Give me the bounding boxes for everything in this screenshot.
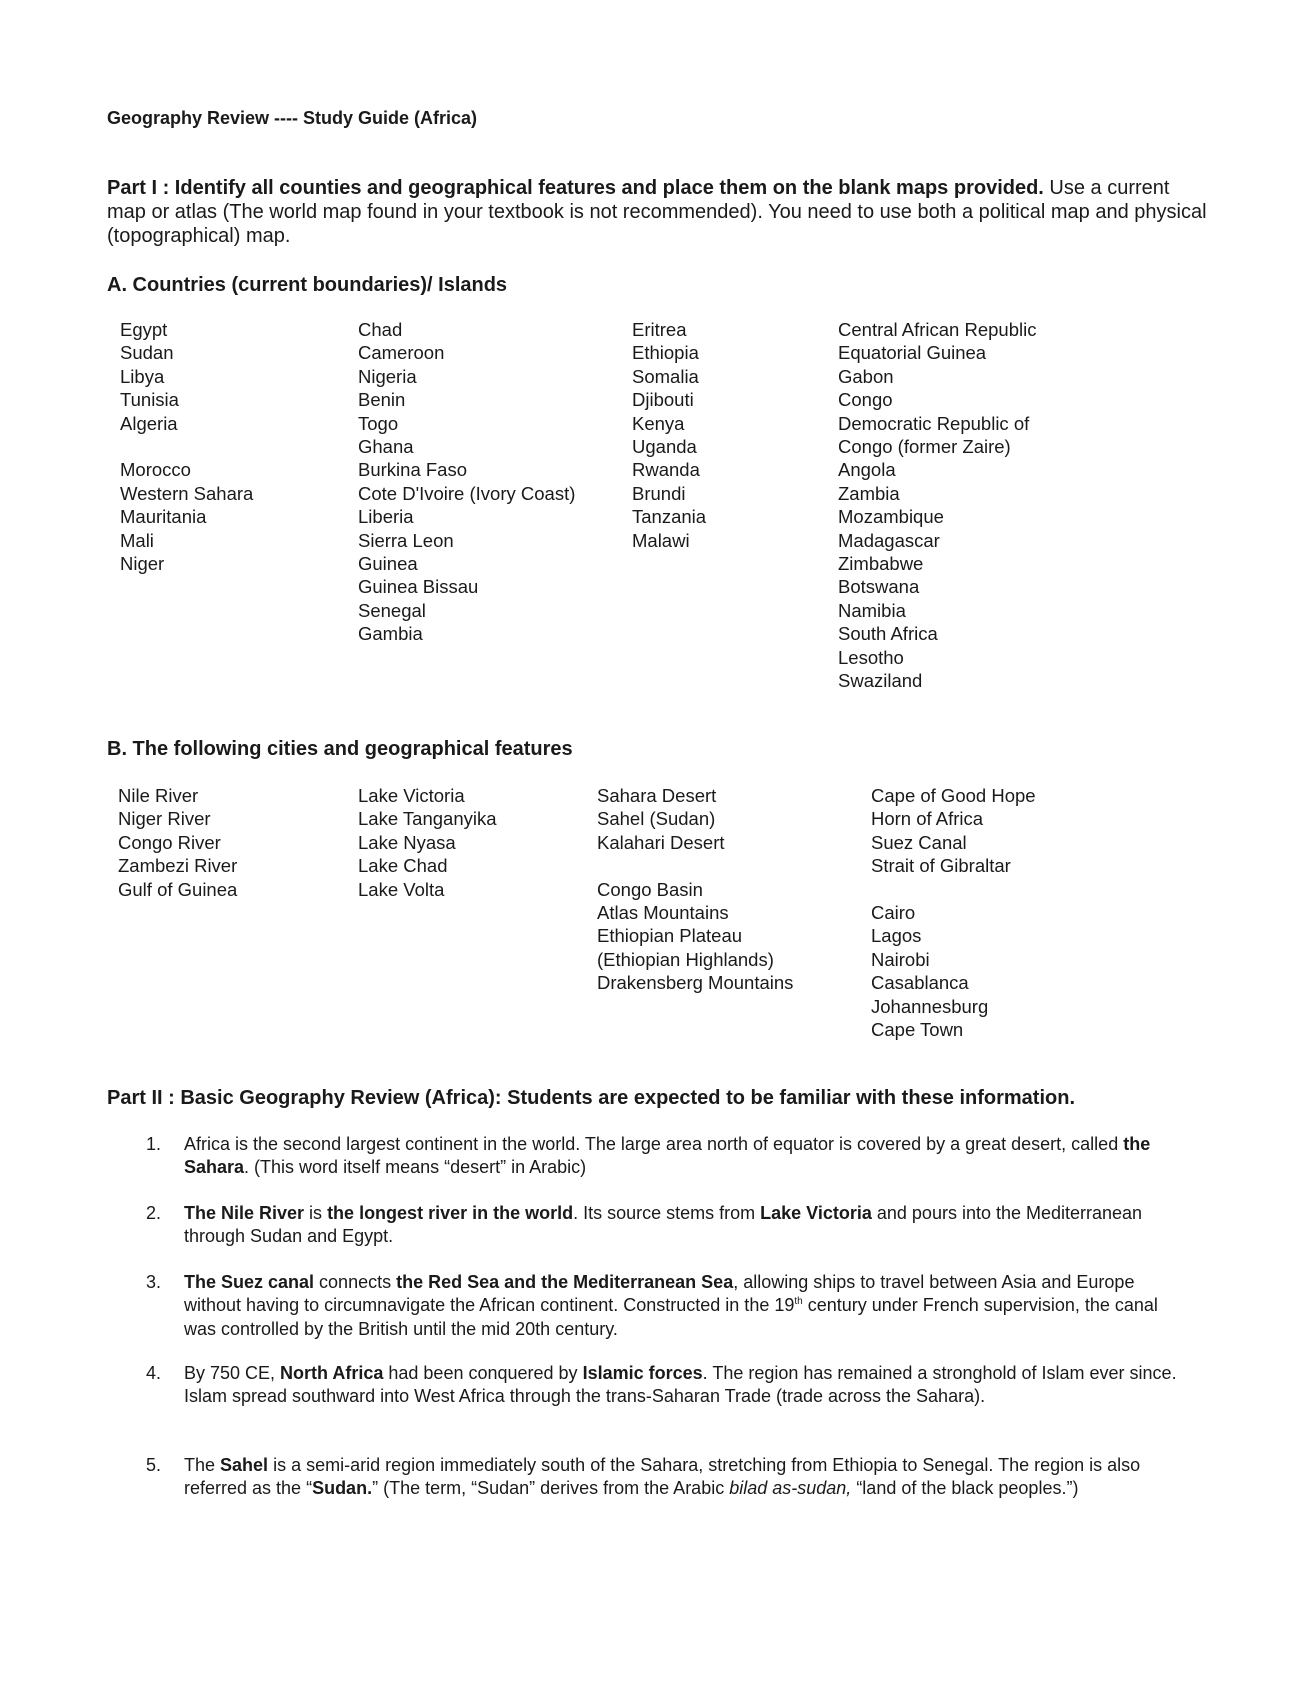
list-item: Senegal [358,599,426,621]
list-spacer [120,435,253,458]
list-item: Egypt [120,319,168,340]
item-text: ” (The term, “Sudan” derives from the Arabic [372,1478,730,1499]
part1-heading: Part I : Identify all counties and geographical features and place them on the blank maps provided. [107,177,1044,199]
list-item: Eritrea [632,319,687,340]
list-item: Guinea [358,553,418,575]
list-item: Sahara Desert [597,785,717,806]
list-item: Ethiopia [632,342,699,364]
section-a-heading: A. Countries (current boundaries)/ Islands [107,274,508,296]
part2-heading: Part II : Basic Geography Review (Africa): Students are expected to be familiar with these information. [107,1087,1076,1109]
item-text: connects [314,1272,397,1292]
list-item: Madagascar [838,529,940,551]
list-item: Somalia [632,365,699,387]
list-item: Guinea Bissau [358,576,479,598]
item-bold: the Sahara [184,1134,1151,1178]
list-item: Lake Volta [358,878,445,900]
countries-column-2 [358,318,575,646]
list-item: Ethiopian Plateau [597,925,743,947]
list-item: Tanzania [632,506,707,528]
list-item: Lake Victoria [358,785,465,806]
list-item: Gabon [838,365,894,387]
list-item: Nile River [118,785,199,806]
list-item: Kalahari Desert [597,831,725,853]
list-item: Brundi [632,482,686,504]
item-text: is [304,1203,328,1223]
item-text: . Its source stems from [573,1203,761,1223]
list-item: Cote D'Ivoire (Ivory Coast) [358,482,576,504]
item-text: . The region has remained a stronghold of Islam ever since. Islam spread southward into West Africa through the trans-Saharan Trade (trade across the Sahara). [184,1363,1177,1407]
list-item: Mali [120,529,154,551]
item-bold: The Suez canal [184,1272,315,1292]
list-item: Nigeria [358,365,417,387]
list-item: Atlas Mountains [597,902,729,924]
list-item: Sierra Leon [358,529,454,551]
list-item: Benin [358,389,406,411]
features-column-4 [871,784,1036,1041]
list-item: Johannesburg [871,995,989,1017]
features-column-2 [358,784,497,901]
list-item: Tunisia [120,389,179,411]
item-text: and pours into the Mediterranean through Sudan and Egypt. [184,1203,1143,1247]
list-item: Morocco [120,459,191,481]
item-text: The [184,1455,221,1475]
list-item: Burkina Faso [358,459,467,481]
list-item: Lake Nyasa [358,831,456,853]
list-item: Togo [358,412,399,434]
list-item: Congo River [118,831,221,853]
list-item: Djibouti [632,389,694,411]
list-item: Chad [358,319,403,340]
list-item: Suez Canal [871,831,967,853]
list-item: Liberia [358,506,414,528]
list-item: Niger [120,553,165,575]
list-item: Libya [120,365,165,387]
list-item: Sudan [120,342,174,364]
list-item: Congo Basin [597,878,703,900]
list-item: Gambia [358,623,423,645]
item-bold: the longest river in the world [327,1203,574,1223]
list-item: Kenya [632,412,685,434]
item-italic: bilad as-sudan, [729,1478,852,1499]
item-number: 4. [146,1363,162,1383]
item-text: had been conquered by [383,1363,583,1383]
list-item: Nairobi [871,948,930,970]
item-superscript: th [794,1296,803,1308]
list-item: Mauritania [120,506,207,528]
list-item: Gulf of Guinea [118,878,238,900]
list-item: Horn of Africa [871,808,984,830]
countries-column-4 [838,318,1036,693]
list-item: Sahel (Sudan) [597,808,716,830]
part1-instructions [107,176,1207,248]
item-text: , allowing ships to travel between Asia and Europe without having to circumnavigate the African continent. Constructed in the 19 [184,1272,1135,1316]
list-spacer [871,878,1036,901]
item-number: 3. [146,1272,162,1292]
list-item: Zambia [838,482,900,504]
list-item: Zambezi River [118,855,238,877]
list-item: Namibia [838,599,906,621]
list-item: Uganda [632,436,697,458]
list-item: Rwanda [632,459,700,481]
list-item: Lagos [871,925,922,947]
item-bold: the Red Sea and the Mediterranean Sea [396,1272,734,1292]
list-item: Drakensberg Mountains [597,972,794,994]
list-item: Cameroon [358,342,445,364]
list-item: Congo [838,389,893,411]
list-item: Lake Tanganyika [358,808,497,830]
list-item: Casablanca [871,972,969,994]
part1-text: Use a current map or atlas (The world map found in your textbook is not recommended). You need to use both a political map and physical (topographical) map. [107,177,1207,247]
list-item: Swaziland [838,670,923,692]
list-item: Algeria [120,412,178,434]
list-item: Mozambique [838,506,944,528]
item-text: century under French supervision, the canal was controlled by the British until the mid 20th century. [184,1295,1158,1339]
list-item: Cape Town [871,1019,964,1041]
list-item: Angola [838,459,896,481]
page-title: Geography Review ---- Study Guide (Africa) [107,108,478,128]
list-item: Equatorial Guinea [838,342,987,364]
item-number: 2. [146,1203,162,1223]
list-item: Zimbabwe [838,553,924,575]
list-item: Congo (former Zaire) [838,436,1011,458]
list-item: Western Sahara [120,482,254,504]
list-item: Central African Republic [838,319,1037,340]
section-b-heading: B. The following cities and geographical features [107,738,573,760]
item-text: By 750 CE, [184,1363,281,1383]
item-text: is a semi-arid region immediately south of the Sahara, stretching from Ethiopia to Senegal. The region is also referred as the “ [184,1455,1141,1499]
item-bold: Sahel [220,1455,269,1475]
countries-column-3 [632,318,706,552]
item-bold: The Nile River [184,1203,305,1223]
item-number: 1. [146,1134,162,1154]
list-spacer [597,854,793,877]
list-item: Niger River [118,808,211,830]
list-item: South Africa [838,623,938,645]
countries-column-1 [120,318,253,575]
list-item: Lesotho [838,646,904,668]
item-text: Africa is the second largest continent in the world. The large area north of equator is covered by a great desert, called [184,1134,1124,1154]
item-text: “land of the black peoples.”) [851,1478,1079,1499]
features-column-3 [597,784,793,995]
list-item: Malawi [632,529,690,551]
item-bold: Lake Victoria [760,1203,872,1223]
item-number: 5. [146,1455,162,1475]
list-item: Lake Chad [358,855,448,877]
list-item: Democratic Republic of [838,412,1030,434]
item-bold: Islamic forces [582,1363,703,1383]
list-item: Cairo [871,902,916,924]
list-item: Strait of Gibraltar [871,855,1011,877]
item-bold: North Africa [280,1363,384,1383]
list-item: (Ethiopian Highlands) [597,948,774,970]
list-item: Ghana [358,436,414,458]
item-text: . (This word itself means “desert” in Arabic) [244,1157,587,1178]
features-column-1 [118,784,237,901]
list-item: Cape of Good Hope [871,785,1036,806]
item-bold: Sudan. [312,1478,373,1499]
list-item: Botswana [838,576,920,598]
